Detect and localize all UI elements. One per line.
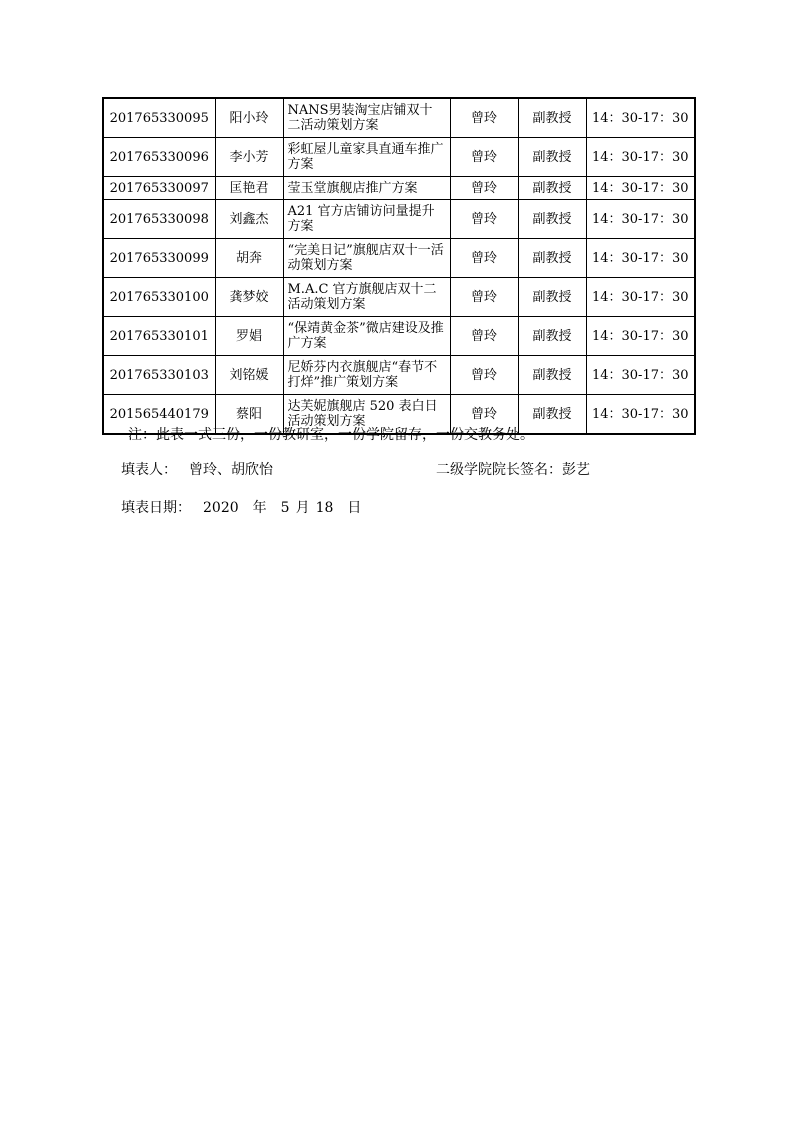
thesis-title-cell: 达芙妮旗舰店 520 表白日活动策划方案	[283, 395, 450, 435]
student-id-cell: 201765330095	[103, 98, 215, 138]
student-name-cell: 刘铭媛	[215, 356, 283, 395]
student-id-cell: 201765330096	[103, 138, 215, 177]
date-day-unit: 日	[347, 500, 362, 516]
table-row	[103, 356, 695, 395]
table-body	[103, 98, 695, 434]
date-month: 5	[280, 500, 290, 516]
table-row	[103, 239, 695, 278]
advisor-rank-cell: 副教授	[518, 356, 586, 395]
advisor-cell: 曾玲	[450, 98, 518, 138]
advisor-cell: 曾玲	[450, 278, 518, 317]
thesis-title-cell: “完美日记”旗舰店双十一活动策划方案	[283, 239, 450, 278]
dean-signature	[436, 459, 590, 479]
defense-time-cell: 14：30-17：30	[586, 200, 695, 239]
thesis-title-cell: “保靖黄金茶”微店建设及推广方案	[283, 317, 450, 356]
date-year-unit: 年	[252, 500, 267, 516]
defense-time-cell: 14：30-17：30	[586, 395, 695, 435]
advisor-cell: 曾玲	[450, 356, 518, 395]
thesis-title-cell: 尼娇芬内衣旗舰店“春节不打烊”推广策划方案	[283, 356, 450, 395]
student-name-cell: 李小芳	[215, 138, 283, 177]
student-id-cell: 201765330099	[103, 239, 215, 278]
table-row	[103, 98, 695, 138]
student-id-cell: 201765330098	[103, 200, 215, 239]
table-row	[103, 278, 695, 317]
student-name-cell: 刘鑫杰	[215, 200, 283, 239]
filler-label: 填表人：	[121, 462, 177, 478]
date-day: 18	[315, 500, 334, 516]
form-date	[121, 497, 361, 517]
advisor-cell: 曾玲	[450, 200, 518, 239]
defense-time-cell: 14：30-17：30	[586, 278, 695, 317]
student-id-cell: 201765330100	[103, 278, 215, 317]
advisor-rank-cell: 副教授	[518, 395, 586, 435]
table-row	[103, 200, 695, 239]
advisor-rank-cell: 副教授	[518, 239, 586, 278]
thesis-title-cell: A21 官方店铺访问量提升方案	[283, 200, 450, 239]
thesis-title-cell: 彩虹屋儿童家具直通车推广方案	[283, 138, 450, 177]
advisor-rank-cell: 副教授	[518, 98, 586, 138]
advisor-cell: 曾玲	[450, 239, 518, 278]
thesis-title-cell: M.A.C 官方旗舰店双十二活动策划方案	[283, 278, 450, 317]
defense-time-cell: 14：30-17：30	[586, 138, 695, 177]
table-row	[103, 138, 695, 177]
student-name-cell: 罗娼	[215, 317, 283, 356]
defense-schedule-table	[102, 97, 696, 435]
advisor-rank-cell: 副教授	[518, 138, 586, 177]
advisor-cell: 曾玲	[450, 177, 518, 200]
student-id-cell: 201565440179	[103, 395, 215, 435]
advisor-rank-cell: 副教授	[518, 200, 586, 239]
defense-time-cell: 14：30-17：30	[586, 356, 695, 395]
advisor-rank-cell: 副教授	[518, 317, 586, 356]
student-name-cell: 匡艳君	[215, 177, 283, 200]
table-row	[103, 177, 695, 200]
advisor-rank-cell: 副教授	[518, 177, 586, 200]
form-filler	[121, 459, 273, 479]
defense-time-cell: 14：30-17：30	[586, 98, 695, 138]
dean-label: 二级学院院长签名：	[436, 462, 562, 478]
student-name-cell: 蔡阳	[215, 395, 283, 435]
student-name-cell: 阳小玲	[215, 98, 283, 138]
student-id-cell: 201765330101	[103, 317, 215, 356]
table-row	[103, 317, 695, 356]
advisor-cell: 曾玲	[450, 138, 518, 177]
date-label: 填表日期：	[121, 500, 191, 516]
thesis-title-cell: 莹玉堂旗舰店推广方案	[283, 177, 450, 200]
date-month-unit: 月	[295, 500, 310, 516]
thesis-title-cell: NANS男装淘宝店铺双十二活动策划方案	[283, 98, 450, 138]
defense-time-cell: 14：30-17：30	[586, 177, 695, 200]
table-note: 注：此表一式三份，一份教研室，一份学院留存，一份交教务处。	[128, 427, 534, 443]
defense-time-cell: 14：30-17：30	[586, 239, 695, 278]
student-name-cell: 龚梦姣	[215, 278, 283, 317]
dean-value: 彭艺	[562, 462, 590, 478]
filler-value: 曾玲、胡欣怡	[189, 462, 273, 478]
student-name-cell: 胡奔	[215, 239, 283, 278]
defense-time-cell: 14：30-17：30	[586, 317, 695, 356]
student-id-cell: 201765330103	[103, 356, 215, 395]
date-year: 2020	[203, 500, 239, 516]
advisor-cell: 曾玲	[450, 317, 518, 356]
student-id-cell: 201765330097	[103, 177, 215, 200]
advisor-cell: 曾玲	[450, 395, 518, 435]
advisor-rank-cell: 副教授	[518, 278, 586, 317]
